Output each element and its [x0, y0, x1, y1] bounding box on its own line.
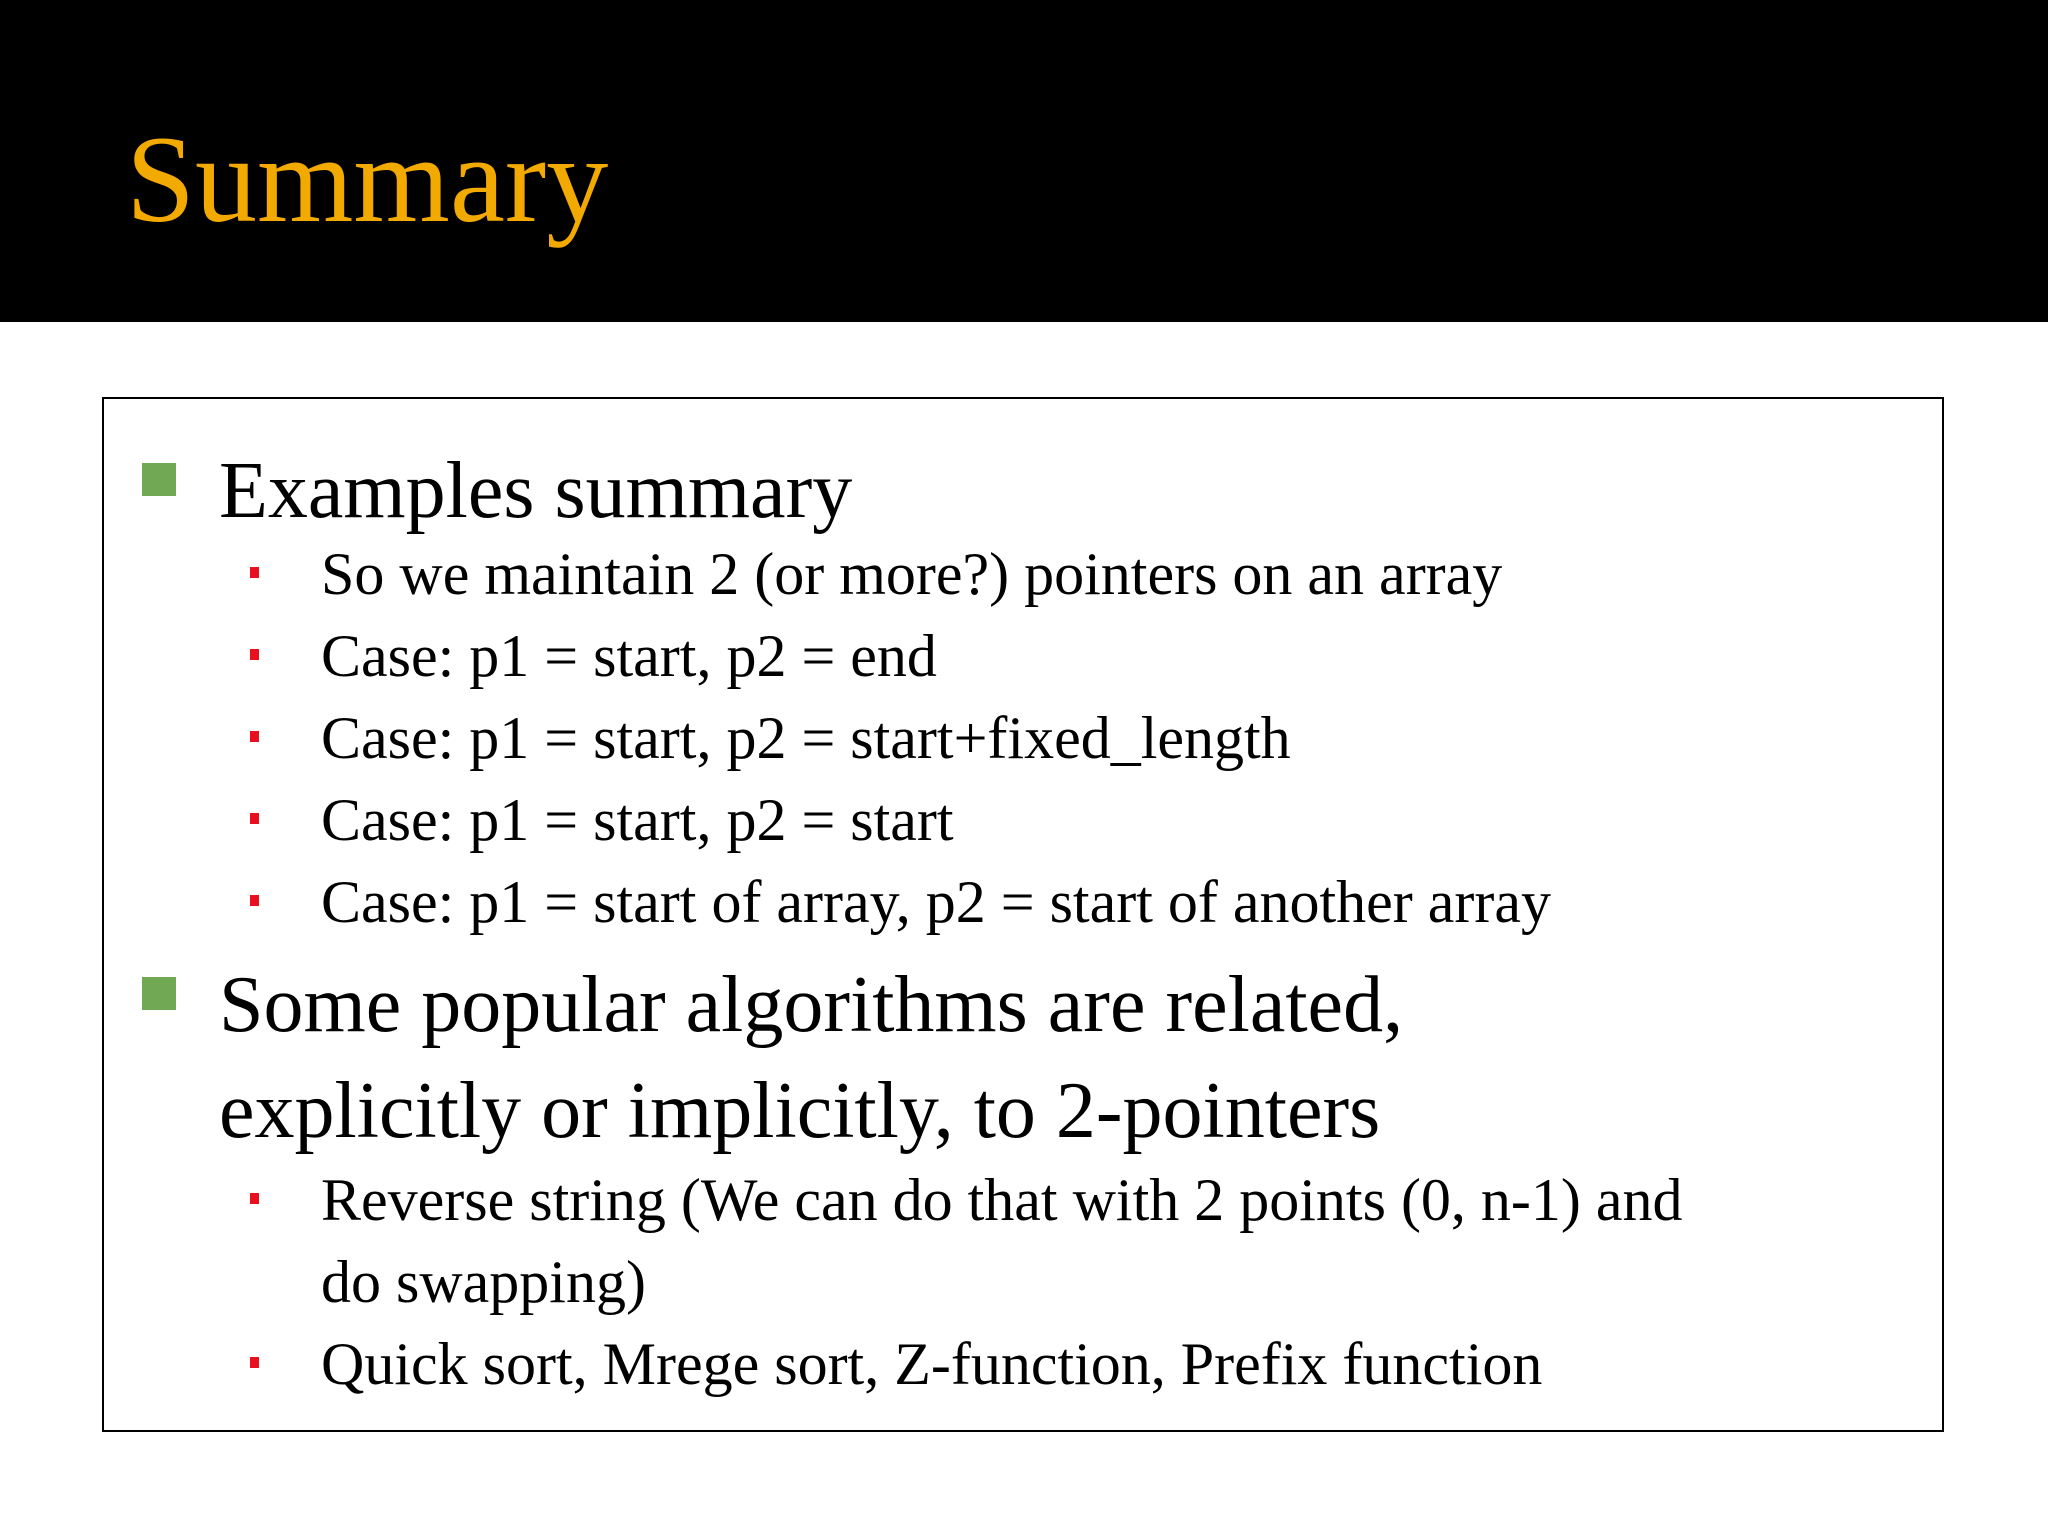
red-square-bullet-icon [250, 1193, 259, 1204]
red-square-bullet-icon [250, 813, 259, 824]
red-square-bullet-icon [250, 1357, 259, 1368]
sub-bullet-text: So we maintain 2 (or more?) pointers on an array [321, 541, 1503, 607]
sub-bullet-text: Quick sort, Mrege sort, Z-function, Prefix function [321, 1331, 1543, 1397]
sub-bullet-text: Case: p1 = start, p2 = start+fixed_length [321, 705, 1291, 771]
green-square-bullet-icon [142, 463, 176, 496]
sub-bullet-text: Case: p1 = start of array, p2 = start of another array [321, 869, 1551, 935]
slide-title: Summary [126, 111, 609, 248]
title-bar [0, 0, 2048, 322]
red-square-bullet-icon [250, 895, 259, 906]
sub-bullet-text: Case: p1 = start, p2 = start [321, 787, 954, 853]
sub-bullet-text: Case: p1 = start, p2 = end [321, 623, 937, 689]
green-square-bullet-icon [142, 977, 176, 1010]
bullet-text: Some popular algorithms are related, [219, 961, 1404, 1049]
bullet-text: Examples summary [219, 447, 853, 535]
red-square-bullet-icon [250, 567, 259, 578]
sub-bullet-text-continued: do swapping) [321, 1249, 646, 1315]
content-box [102, 397, 1944, 1432]
red-square-bullet-icon [250, 649, 259, 660]
sub-bullet-text: Reverse string (We can do that with 2 points (0, n-1) and [321, 1167, 1683, 1233]
red-square-bullet-icon [250, 731, 259, 742]
bullet-text-continued: explicitly or implicitly, to 2-pointers [219, 1067, 1381, 1155]
